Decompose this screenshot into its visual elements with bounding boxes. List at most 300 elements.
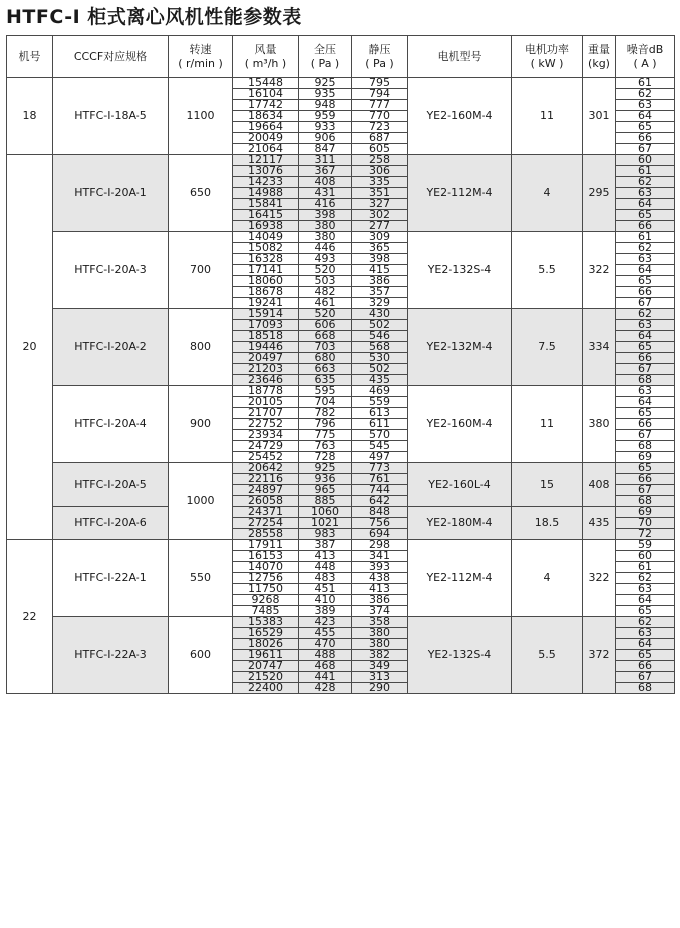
noise-cell: 65: [616, 342, 675, 353]
noise-cell: 62: [616, 309, 675, 320]
total-pressure-cell: 520: [299, 309, 352, 320]
noise-cell: 67: [616, 298, 675, 309]
static-pressure-cell: 298: [352, 540, 408, 551]
static-pressure-cell: 380: [352, 628, 408, 639]
static-pressure-cell: 365: [352, 243, 408, 254]
weight-cell: 322: [583, 232, 616, 309]
noise-cell: 65: [616, 210, 675, 221]
total-pressure-cell: 936: [299, 474, 352, 485]
airflow-cell: 17093: [233, 320, 299, 331]
weight-cell: 408: [583, 463, 616, 507]
total-pressure-cell: 847: [299, 144, 352, 155]
static-pressure-cell: 497: [352, 452, 408, 463]
airflow-cell: 24897: [233, 485, 299, 496]
total-pressure-cell: 483: [299, 573, 352, 584]
total-pressure-cell: 461: [299, 298, 352, 309]
static-pressure-cell: 546: [352, 331, 408, 342]
noise-cell: 65: [616, 606, 675, 617]
total-pressure-cell: 885: [299, 496, 352, 507]
static-pressure-cell: 386: [352, 595, 408, 606]
static-pressure-cell: 744: [352, 485, 408, 496]
total-pressure-cell: 983: [299, 529, 352, 540]
airflow-cell: 27254: [233, 518, 299, 529]
static-pressure-cell: 502: [352, 320, 408, 331]
static-pressure-cell: 848: [352, 507, 408, 518]
airflow-cell: 18518: [233, 331, 299, 342]
noise-cell: 67: [616, 430, 675, 441]
col-weight-header: [583, 36, 616, 78]
total-pressure-cell: 488: [299, 650, 352, 661]
airflow-cell: 22400: [233, 683, 299, 694]
static-pressure-cell: 756: [352, 518, 408, 529]
static-pressure-cell: 761: [352, 474, 408, 485]
noise-cell: 65: [616, 408, 675, 419]
total-pressure-cell: 796: [299, 419, 352, 430]
noise-cell: 63: [616, 320, 675, 331]
airflow-cell: 13076: [233, 166, 299, 177]
noise-cell: 61: [616, 232, 675, 243]
noise-cell: 62: [616, 89, 675, 100]
total-pressure-cell: 482: [299, 287, 352, 298]
header-label: CCCF对应规格: [73, 49, 148, 63]
col-static-pressure-header: [352, 36, 408, 78]
noise-cell: 67: [616, 364, 675, 375]
static-pressure-cell: 313: [352, 672, 408, 683]
noise-cell: 66: [616, 287, 675, 298]
total-pressure-cell: 448: [299, 562, 352, 573]
airflow-cell: 24729: [233, 441, 299, 452]
noise-cell: 60: [616, 155, 675, 166]
motor-model-cell: YE2-160M-4: [408, 386, 512, 463]
col-noise-header: [616, 36, 675, 78]
total-pressure-cell: 367: [299, 166, 352, 177]
total-pressure-cell: 906: [299, 133, 352, 144]
static-pressure-cell: 770: [352, 111, 408, 122]
static-pressure-cell: 570: [352, 430, 408, 441]
total-pressure-cell: 413: [299, 551, 352, 562]
airflow-cell: 16529: [233, 628, 299, 639]
total-pressure-cell: 704: [299, 397, 352, 408]
noise-cell: 68: [616, 375, 675, 386]
total-pressure-cell: 763: [299, 441, 352, 452]
static-pressure-cell: 309: [352, 232, 408, 243]
total-pressure-cell: 416: [299, 199, 352, 210]
noise-cell: 66: [616, 353, 675, 364]
static-pressure-cell: 435: [352, 375, 408, 386]
static-pressure-cell: 530: [352, 353, 408, 364]
table-row: [7, 309, 675, 320]
total-pressure-cell: 380: [299, 221, 352, 232]
static-pressure-cell: 302: [352, 210, 408, 221]
static-pressure-cell: 277: [352, 221, 408, 232]
noise-cell: 62: [616, 243, 675, 254]
total-pressure-cell: 520: [299, 265, 352, 276]
noise-cell: 63: [616, 188, 675, 199]
total-pressure-cell: 470: [299, 639, 352, 650]
machine-number-cell: 18: [7, 78, 53, 155]
airflow-cell: 20642: [233, 463, 299, 474]
airflow-cell: 16415: [233, 210, 299, 221]
airflow-cell: 7485: [233, 606, 299, 617]
total-pressure-cell: 398: [299, 210, 352, 221]
airflow-cell: 19611: [233, 650, 299, 661]
motor-power-cell: 4: [512, 155, 583, 232]
motor-power-cell: 7.5: [512, 309, 583, 386]
col-spec-header: [53, 36, 169, 78]
noise-cell: 63: [616, 386, 675, 397]
noise-cell: 62: [616, 573, 675, 584]
col-total-pressure-header: [299, 36, 352, 78]
airflow-cell: 15448: [233, 78, 299, 89]
airflow-cell: 16104: [233, 89, 299, 100]
motor-model-cell: YE2-112M-4: [408, 540, 512, 617]
table-row: [7, 617, 675, 628]
total-pressure-cell: 503: [299, 276, 352, 287]
noise-cell: 66: [616, 474, 675, 485]
airflow-cell: 14049: [233, 232, 299, 243]
header-label: 噪音dB: [626, 42, 664, 56]
airflow-cell: 21064: [233, 144, 299, 155]
total-pressure-cell: 446: [299, 243, 352, 254]
spec-cell: HTFC-I-20A-5: [53, 463, 169, 507]
noise-cell: 65: [616, 650, 675, 661]
header-label: 风量: [254, 42, 277, 56]
static-pressure-cell: 398: [352, 254, 408, 265]
airflow-cell: 11750: [233, 584, 299, 595]
speed-cell: 800: [169, 309, 233, 386]
total-pressure-cell: 387: [299, 540, 352, 551]
speed-cell: 550: [169, 540, 233, 617]
total-pressure-cell: 423: [299, 617, 352, 628]
noise-cell: 67: [616, 672, 675, 683]
header-unit: ( A ): [633, 56, 657, 70]
total-pressure-cell: 959: [299, 111, 352, 122]
total-pressure-cell: 933: [299, 122, 352, 133]
noise-cell: 70: [616, 518, 675, 529]
total-pressure-cell: 703: [299, 342, 352, 353]
airflow-cell: 22116: [233, 474, 299, 485]
airflow-cell: 12756: [233, 573, 299, 584]
noise-cell: 66: [616, 661, 675, 672]
total-pressure-cell: 493: [299, 254, 352, 265]
static-pressure-cell: 341: [352, 551, 408, 562]
noise-cell: 69: [616, 452, 675, 463]
airflow-cell: 28558: [233, 529, 299, 540]
total-pressure-cell: 965: [299, 485, 352, 496]
col-speed-header: [169, 36, 233, 78]
static-pressure-cell: 559: [352, 397, 408, 408]
col-airflow-header: [233, 36, 299, 78]
static-pressure-cell: 349: [352, 661, 408, 672]
static-pressure-cell: 469: [352, 386, 408, 397]
static-pressure-cell: 351: [352, 188, 408, 199]
total-pressure-cell: 408: [299, 177, 352, 188]
motor-power-cell: 18.5: [512, 507, 583, 540]
static-pressure-cell: 773: [352, 463, 408, 474]
airflow-cell: 17141: [233, 265, 299, 276]
noise-cell: 64: [616, 331, 675, 342]
static-pressure-cell: 258: [352, 155, 408, 166]
header-label: 静压: [368, 42, 391, 56]
total-pressure-cell: 311: [299, 155, 352, 166]
speed-cell: 600: [169, 617, 233, 694]
noise-cell: 67: [616, 144, 675, 155]
motor-model-cell: YE2-132M-4: [408, 309, 512, 386]
static-pressure-cell: 723: [352, 122, 408, 133]
table-row: [7, 507, 675, 518]
total-pressure-cell: 782: [299, 408, 352, 419]
noise-cell: 61: [616, 562, 675, 573]
airflow-cell: 20049: [233, 133, 299, 144]
airflow-cell: 15082: [233, 243, 299, 254]
total-pressure-cell: 431: [299, 188, 352, 199]
total-pressure-cell: 1021: [299, 518, 352, 529]
motor-model-cell: YE2-132S-4: [408, 617, 512, 694]
static-pressure-cell: 611: [352, 419, 408, 430]
static-pressure-cell: 430: [352, 309, 408, 320]
motor-power-cell: 11: [512, 386, 583, 463]
total-pressure-cell: 668: [299, 331, 352, 342]
page-title: HTFC-I 柜式离心风机性能参数表: [6, 6, 302, 28]
total-pressure-cell: 775: [299, 430, 352, 441]
col-motor-model-header: [408, 36, 512, 78]
airflow-cell: 15841: [233, 199, 299, 210]
airflow-cell: 19446: [233, 342, 299, 353]
spec-cell: HTFC-I-20A-1: [53, 155, 169, 232]
header-unit: ( Pa ): [365, 56, 394, 70]
static-pressure-cell: 358: [352, 617, 408, 628]
static-pressure-cell: 327: [352, 199, 408, 210]
airflow-cell: 15914: [233, 309, 299, 320]
airflow-cell: 21707: [233, 408, 299, 419]
airflow-cell: 21203: [233, 364, 299, 375]
static-pressure-cell: 415: [352, 265, 408, 276]
speed-cell: 1000: [169, 463, 233, 540]
table-row: [7, 540, 675, 551]
speed-cell: 650: [169, 155, 233, 232]
total-pressure-cell: 428: [299, 683, 352, 694]
static-pressure-cell: 374: [352, 606, 408, 617]
total-pressure-cell: 410: [299, 595, 352, 606]
airflow-cell: 23934: [233, 430, 299, 441]
airflow-cell: 14070: [233, 562, 299, 573]
col-motor-power-header: [512, 36, 583, 78]
total-pressure-cell: 441: [299, 672, 352, 683]
noise-cell: 64: [616, 595, 675, 606]
airflow-cell: 16938: [233, 221, 299, 232]
static-pressure-cell: 329: [352, 298, 408, 309]
noise-cell: 60: [616, 551, 675, 562]
weight-cell: 322: [583, 540, 616, 617]
airflow-cell: 24371: [233, 507, 299, 518]
speed-cell: 900: [169, 386, 233, 463]
static-pressure-cell: 642: [352, 496, 408, 507]
airflow-cell: 14988: [233, 188, 299, 199]
static-pressure-cell: 605: [352, 144, 408, 155]
airflow-cell: 16153: [233, 551, 299, 562]
total-pressure-cell: 635: [299, 375, 352, 386]
noise-cell: 67: [616, 485, 675, 496]
header-unit: ( m³/h ): [244, 56, 287, 70]
noise-cell: 62: [616, 177, 675, 188]
airflow-cell: 14233: [233, 177, 299, 188]
speed-cell: 1100: [169, 78, 233, 155]
motor-model-cell: YE2-180M-4: [408, 507, 512, 540]
machine-number-cell: 20: [7, 155, 53, 540]
static-pressure-cell: 613: [352, 408, 408, 419]
static-pressure-cell: 335: [352, 177, 408, 188]
spec-cell: HTFC-I-22A-3: [53, 617, 169, 694]
table-row: [7, 386, 675, 397]
weight-cell: 435: [583, 507, 616, 540]
static-pressure-cell: 687: [352, 133, 408, 144]
airflow-cell: 25452: [233, 452, 299, 463]
static-pressure-cell: 794: [352, 89, 408, 100]
motor-model-cell: YE2-132S-4: [408, 232, 512, 309]
header-label: 全压: [314, 42, 336, 56]
spec-cell: HTFC-I-20A-6: [53, 507, 169, 540]
static-pressure-cell: 357: [352, 287, 408, 298]
airflow-cell: 20747: [233, 661, 299, 672]
airflow-cell: 22752: [233, 419, 299, 430]
airflow-cell: 9268: [233, 595, 299, 606]
spec-cell: HTFC-I-20A-4: [53, 386, 169, 463]
noise-cell: 63: [616, 100, 675, 111]
total-pressure-cell: 595: [299, 386, 352, 397]
header-label: 电机功率: [525, 42, 569, 56]
motor-power-cell: 11: [512, 78, 583, 155]
motor-model-cell: YE2-160L-4: [408, 463, 512, 507]
performance-table: [6, 35, 675, 694]
noise-cell: 64: [616, 199, 675, 210]
static-pressure-cell: 438: [352, 573, 408, 584]
airflow-cell: 15383: [233, 617, 299, 628]
static-pressure-cell: 545: [352, 441, 408, 452]
motor-power-cell: 4: [512, 540, 583, 617]
header-row: [7, 36, 675, 78]
airflow-cell: 18060: [233, 276, 299, 287]
header-label: 转速: [189, 42, 212, 56]
airflow-cell: 20105: [233, 397, 299, 408]
col-machine-header: [7, 36, 53, 78]
weight-cell: 334: [583, 309, 616, 386]
static-pressure-cell: 694: [352, 529, 408, 540]
noise-cell: 64: [616, 397, 675, 408]
total-pressure-cell: 663: [299, 364, 352, 375]
motor-power-cell: 15: [512, 463, 583, 507]
noise-cell: 64: [616, 111, 675, 122]
total-pressure-cell: 455: [299, 628, 352, 639]
airflow-cell: 18634: [233, 111, 299, 122]
motor-power-cell: 5.5: [512, 232, 583, 309]
airflow-cell: 26058: [233, 496, 299, 507]
header-label: 机号: [18, 49, 41, 63]
noise-cell: 65: [616, 122, 675, 133]
header-label: 重量: [588, 42, 610, 56]
static-pressure-cell: 380: [352, 639, 408, 650]
airflow-cell: 17742: [233, 100, 299, 111]
table-row: [7, 232, 675, 243]
total-pressure-cell: 925: [299, 78, 352, 89]
noise-cell: 68: [616, 496, 675, 507]
header-unit: (kg): [588, 56, 610, 70]
airflow-cell: 21520: [233, 672, 299, 683]
static-pressure-cell: 502: [352, 364, 408, 375]
speed-cell: 700: [169, 232, 233, 309]
motor-model-cell: YE2-112M-4: [408, 155, 512, 232]
static-pressure-cell: 290: [352, 683, 408, 694]
noise-cell: 64: [616, 639, 675, 650]
spec-cell: HTFC-I-20A-2: [53, 309, 169, 386]
total-pressure-cell: 468: [299, 661, 352, 672]
airflow-cell: 12117: [233, 155, 299, 166]
header-label: 电机型号: [437, 49, 482, 63]
noise-cell: 69: [616, 507, 675, 518]
noise-cell: 68: [616, 683, 675, 694]
noise-cell: 65: [616, 276, 675, 287]
static-pressure-cell: 795: [352, 78, 408, 89]
total-pressure-cell: 451: [299, 584, 352, 595]
spec-cell: HTFC-I-20A-3: [53, 232, 169, 309]
airflow-cell: 17911: [233, 540, 299, 551]
static-pressure-cell: 568: [352, 342, 408, 353]
static-pressure-cell: 386: [352, 276, 408, 287]
noise-cell: 63: [616, 254, 675, 265]
noise-cell: 68: [616, 441, 675, 452]
noise-cell: 62: [616, 617, 675, 628]
noise-cell: 59: [616, 540, 675, 551]
weight-cell: 372: [583, 617, 616, 694]
total-pressure-cell: 948: [299, 100, 352, 111]
noise-cell: 64: [616, 265, 675, 276]
header-unit: ( r/min ): [178, 56, 223, 70]
airflow-cell: 19664: [233, 122, 299, 133]
static-pressure-cell: 382: [352, 650, 408, 661]
table-row: [7, 155, 675, 166]
total-pressure-cell: 680: [299, 353, 352, 364]
airflow-cell: 19241: [233, 298, 299, 309]
noise-cell: 63: [616, 628, 675, 639]
total-pressure-cell: 606: [299, 320, 352, 331]
noise-cell: 63: [616, 584, 675, 595]
airflow-cell: 23646: [233, 375, 299, 386]
airflow-cell: 16328: [233, 254, 299, 265]
airflow-cell: 18778: [233, 386, 299, 397]
weight-cell: 301: [583, 78, 616, 155]
total-pressure-cell: 925: [299, 463, 352, 474]
motor-model-cell: YE2-160M-4: [408, 78, 512, 155]
static-pressure-cell: 393: [352, 562, 408, 573]
airflow-cell: 20497: [233, 353, 299, 364]
spec-cell: HTFC-I-18A-5: [53, 78, 169, 155]
total-pressure-cell: 728: [299, 452, 352, 463]
airflow-cell: 18026: [233, 639, 299, 650]
noise-cell: 66: [616, 133, 675, 144]
airflow-cell: 18678: [233, 287, 299, 298]
total-pressure-cell: 389: [299, 606, 352, 617]
spec-cell: HTFC-I-22A-1: [53, 540, 169, 617]
noise-cell: 61: [616, 166, 675, 177]
static-pressure-cell: 413: [352, 584, 408, 595]
static-pressure-cell: 306: [352, 166, 408, 177]
table-row: [7, 78, 675, 89]
total-pressure-cell: 1060: [299, 507, 352, 518]
weight-cell: 295: [583, 155, 616, 232]
noise-cell: 61: [616, 78, 675, 89]
machine-number-cell: 22: [7, 540, 53, 694]
noise-cell: 65: [616, 463, 675, 474]
total-pressure-cell: 935: [299, 89, 352, 100]
